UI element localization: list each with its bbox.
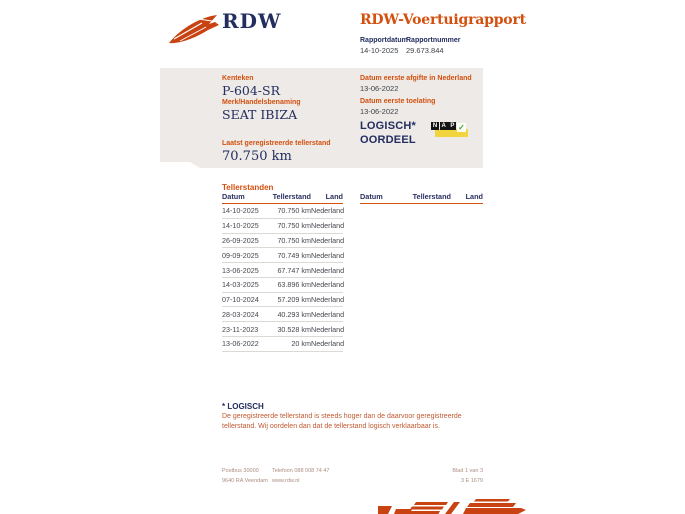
- cell-land: Nederland: [311, 204, 343, 219]
- cell-tellerstand: 70.750 km: [269, 218, 311, 233]
- cell-land: Nederland: [311, 263, 343, 278]
- oordeel-line1: LOGISCH*: [360, 120, 416, 132]
- cell-tellerstand: 67.747 km: [269, 263, 311, 278]
- footer-page-indicator: Blad 1 van 3: [452, 468, 483, 474]
- cell-land: Nederland: [311, 307, 343, 322]
- table-row: [222, 292, 343, 307]
- cell-datum: 23-11-2023: [222, 322, 269, 337]
- nap-check-icon: ✓: [458, 123, 465, 132]
- column-header-land: Land: [311, 192, 343, 204]
- table-row: [222, 307, 343, 322]
- footer-website: www.rdw.nl: [272, 478, 300, 484]
- odometer-table-left: [222, 192, 343, 352]
- cell-datum: 13-06-2025: [222, 263, 269, 278]
- cell-tellerstand: 30.528 km: [269, 322, 311, 337]
- cell-datum: 14-10-2025: [222, 204, 269, 219]
- cell-datum: 14-03-2025: [222, 277, 269, 292]
- report-number-label: Rapportnummer: [406, 37, 461, 44]
- document-title: RDW-Voertuigrapport: [360, 12, 526, 28]
- nap-letter-p: P: [450, 123, 455, 129]
- rdw-logo-text: RDW: [222, 9, 282, 33]
- tellerstand-label: Laatst geregistreerde tellerstand: [222, 140, 331, 147]
- cell-land: Nederland: [311, 218, 343, 233]
- table-row: [222, 218, 343, 233]
- footer-address-line1: Postbus 30000: [222, 468, 259, 474]
- cell-land: Nederland: [311, 248, 343, 263]
- report-date-value: 14-10-2025: [360, 46, 399, 55]
- footer-phone: Telefoon 088 008 74 47: [272, 468, 330, 474]
- afgifte-label: Datum eerste afgifte in Nederland: [360, 75, 472, 82]
- cell-tellerstand: 40.293 km: [269, 307, 311, 322]
- footnote-body: De geregistreerde tellerstand is steeds hoger dan de daarvoor geregistreerde tellerstand. Wij oordelen dan dat de tellerstand logisch verklaarbaar is.: [222, 413, 462, 430]
- cell-land: Nederland: [311, 277, 343, 292]
- column-header-datum: Datum: [360, 192, 408, 204]
- nap-logo: [431, 121, 469, 139]
- cell-land: Nederland: [311, 322, 343, 337]
- cell-datum: 28-03-2024: [222, 307, 269, 322]
- table-header-row: [222, 192, 343, 204]
- vehicle-summary-card: [160, 68, 483, 168]
- afgifte-value: 13-06-2022: [360, 84, 399, 93]
- column-header-land: Land: [451, 192, 483, 204]
- footer-page-info: [383, 466, 483, 486]
- cell-datum: 26-09-2025: [222, 233, 269, 248]
- cell-tellerstand: 57.209 km: [269, 292, 311, 307]
- cell-tellerstand: 70.750 km: [269, 233, 311, 248]
- oordeel-line2: OORDEEL: [360, 134, 416, 146]
- cell-datum: 09-09-2025: [222, 248, 269, 263]
- footer-address-line2: 9640 RA Veendam: [222, 478, 268, 484]
- table-row: [222, 248, 343, 263]
- cell-datum: 07-10-2024: [222, 292, 269, 307]
- decorative-wing-stripes: [378, 497, 526, 514]
- table-header-row: [360, 192, 483, 204]
- footer-contact: [272, 466, 330, 486]
- cell-tellerstand: 20 km: [269, 337, 311, 352]
- toelating-value: 13-06-2022: [360, 107, 399, 116]
- toelating-label: Datum eerste toelating: [360, 98, 436, 105]
- footnote-title: * LOGISCH: [222, 402, 264, 411]
- footer-address: [222, 466, 268, 486]
- table-row: [222, 204, 343, 219]
- cell-tellerstand: 70.749 km: [269, 248, 311, 263]
- odometer-table-right: [360, 192, 483, 204]
- kenteken-label: Kenteken: [222, 75, 254, 82]
- cell-tellerstand: 70.750 km: [269, 204, 311, 219]
- cell-land: Nederland: [311, 233, 343, 248]
- merk-label: Merk/Handelsbenaming: [222, 99, 301, 106]
- cell-land: Nederland: [311, 337, 343, 352]
- cell-datum: 14-10-2025: [222, 218, 269, 233]
- nap-letter-n: N: [432, 123, 438, 129]
- report-number-value: 29.673.844: [406, 46, 444, 55]
- table-row: [222, 263, 343, 278]
- column-header-tellerstand: Tellerstand: [269, 192, 311, 204]
- rdw-wing-logo-icon: [168, 11, 220, 45]
- oordeel-verdict: [360, 119, 416, 147]
- report-date-label: Rapportdatum: [360, 37, 408, 44]
- kenteken-value: P-604-SR: [222, 83, 281, 98]
- tellerstand-value: 70.750 km: [222, 149, 292, 164]
- table-row: [222, 337, 343, 352]
- table-row: [222, 233, 343, 248]
- nap-letter-a: A: [441, 123, 446, 129]
- column-header-tellerstand: Tellerstand: [408, 192, 451, 204]
- table-row: [222, 322, 343, 337]
- cell-datum: 13-06-2022: [222, 337, 269, 352]
- merk-value: SEAT IBIZA: [222, 107, 298, 122]
- table-row: [222, 277, 343, 292]
- cell-land: Nederland: [311, 292, 343, 307]
- column-header-datum: Datum: [222, 192, 269, 204]
- cell-tellerstand: 63.896 km: [269, 277, 311, 292]
- tellerstanden-section-title: Tellerstanden: [222, 183, 274, 192]
- footer-form-code: 3 E 1679: [460, 478, 483, 484]
